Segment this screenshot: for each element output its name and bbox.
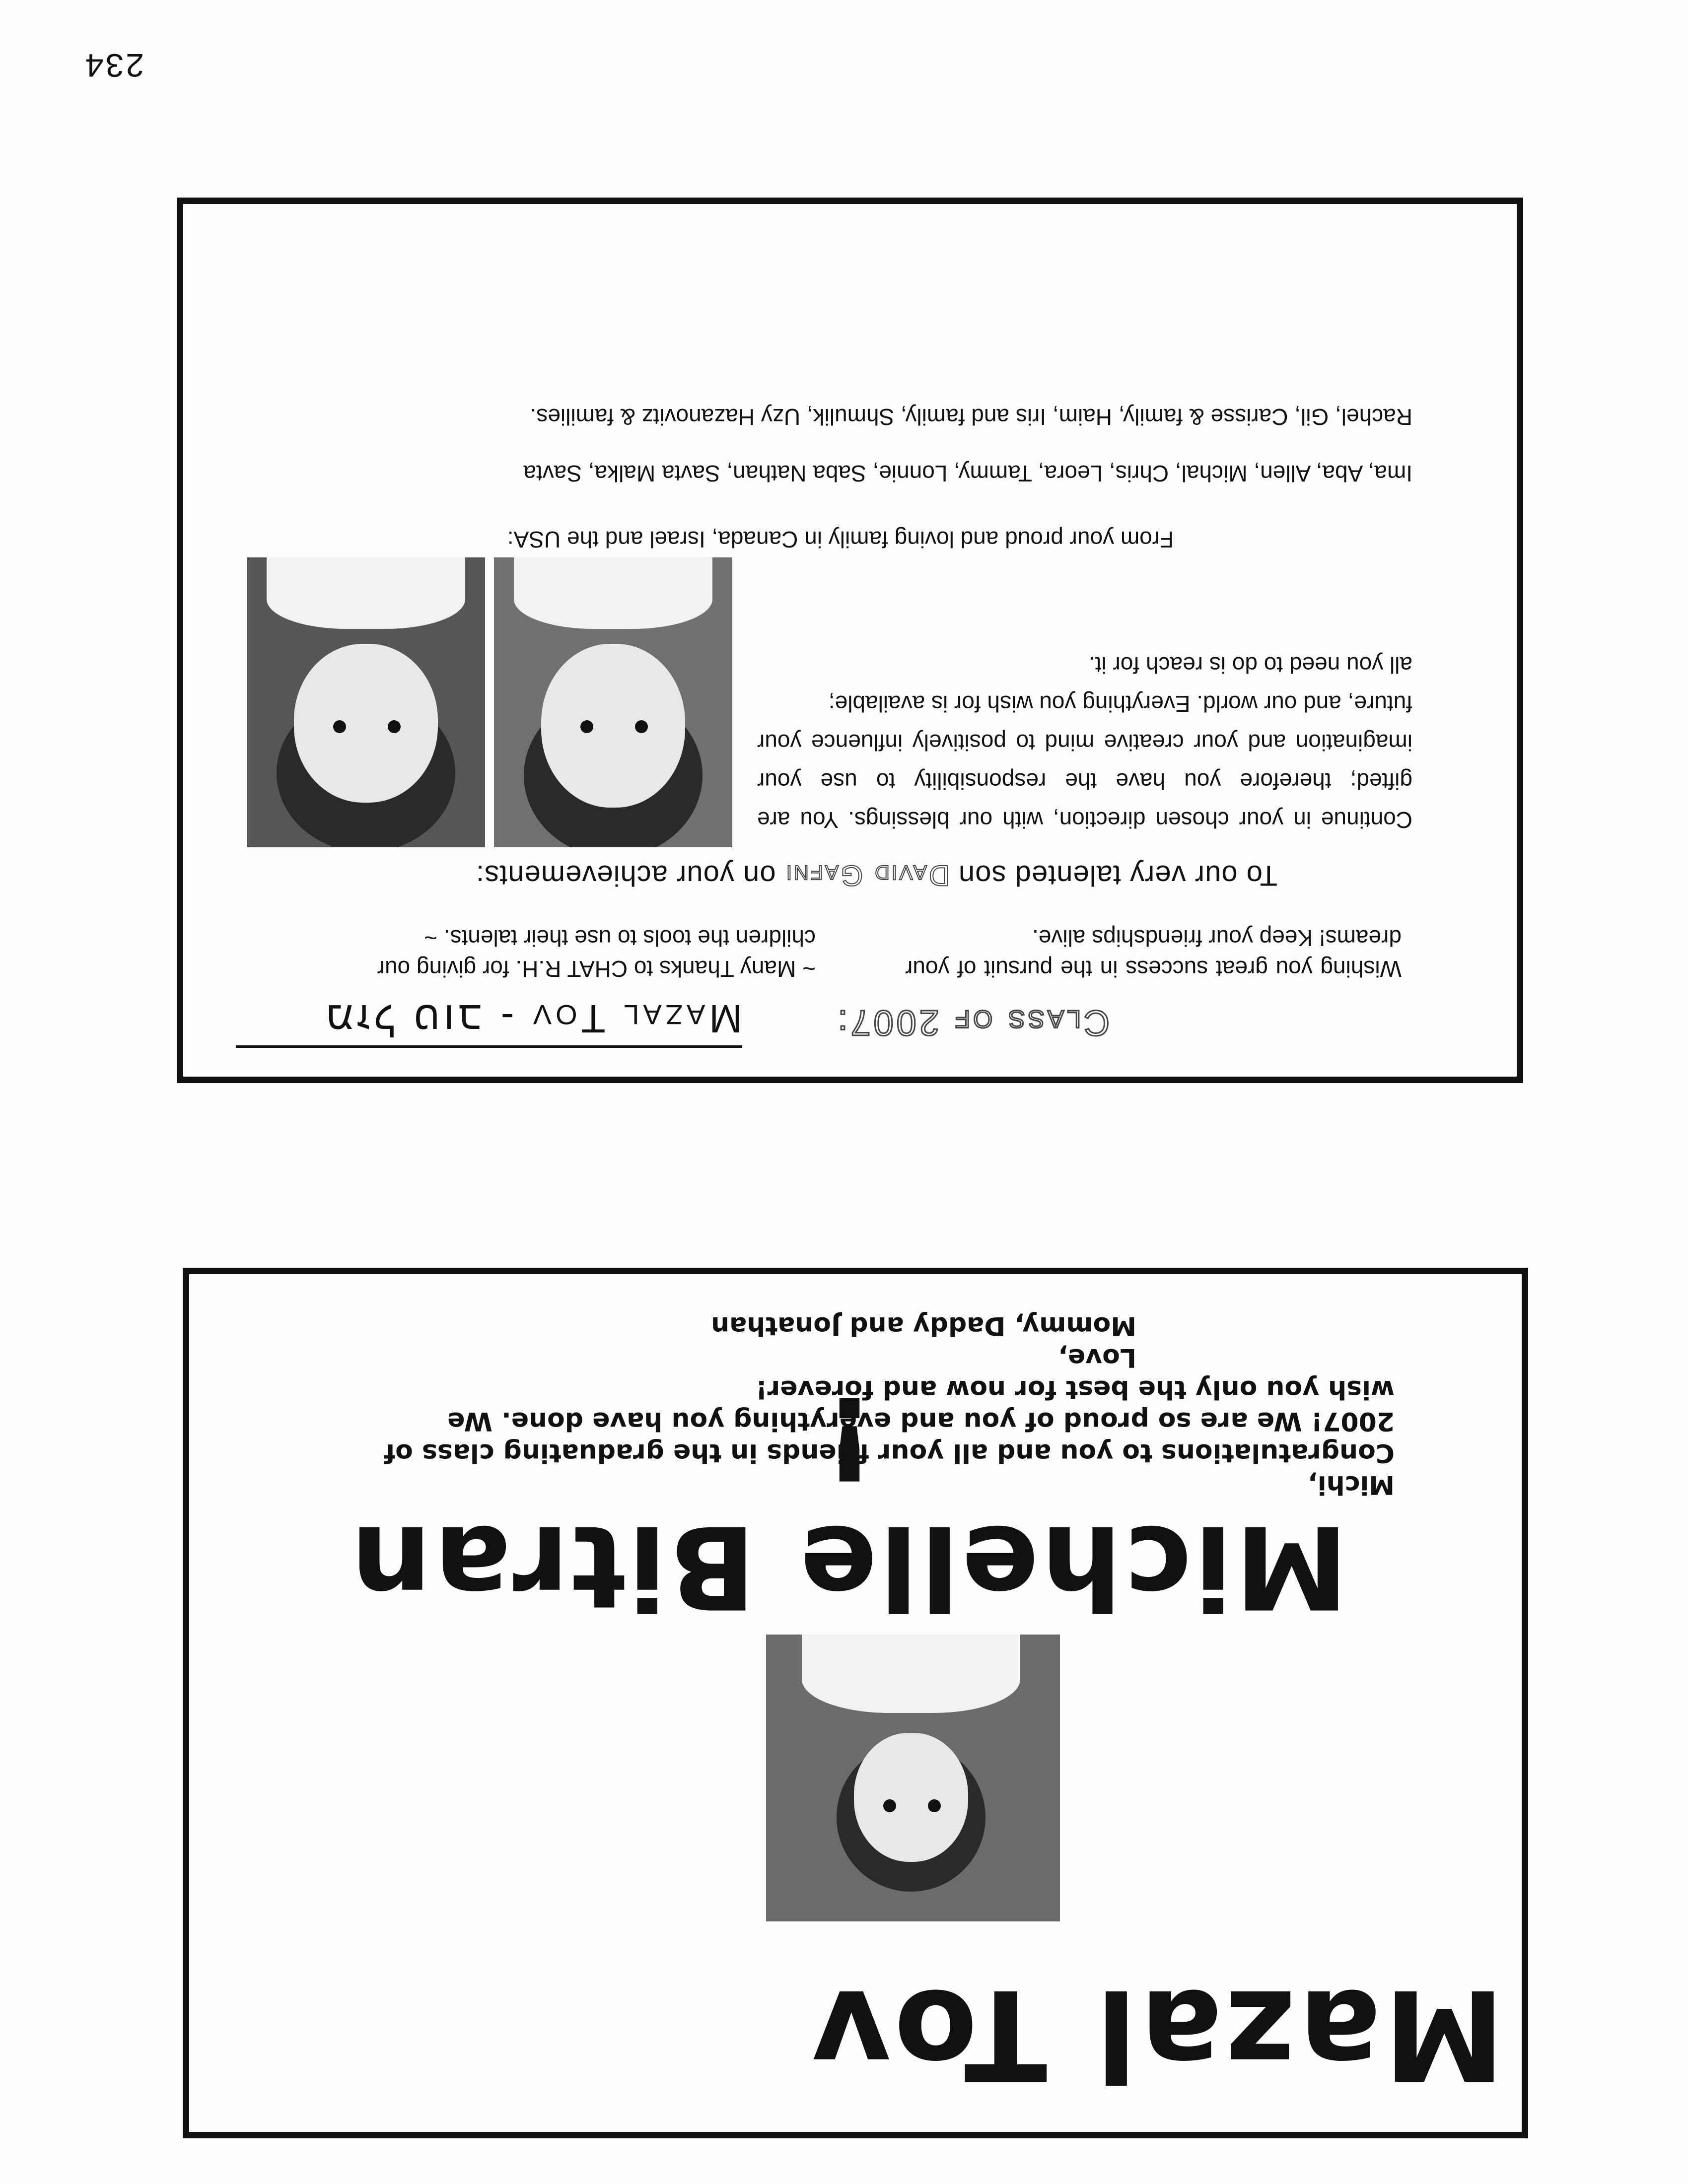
blessing-paragraph: [757, 646, 1412, 839]
from-line: From your proud and loving family in Canada, Israel and the USA:: [507, 527, 1174, 552]
blessing-last-line: all you need to do is reach for it.: [1088, 652, 1412, 678]
class-of-heading: Class of 2007:: [835, 1003, 1110, 1042]
michelle-name: Michelle Bitran !: [349, 1371, 1348, 1633]
signature: Mommy, Daddy and Jonathan: [711, 1311, 1136, 1341]
message-line: wish you only the best for now and forever!: [755, 1374, 1395, 1404]
family-names: [206, 389, 1412, 502]
david-photo-younger: [247, 557, 485, 847]
mazal-tov-title: Mazal Tov: [809, 1962, 1505, 2107]
david-ad-box: [177, 198, 1523, 1083]
thanks-text: ~ Many Thanks to CHAT R.H. for giving our children the tools to use their talents. ~: [377, 925, 816, 982]
david-name: David Gafni: [784, 859, 950, 891]
closing: Love,: [1058, 1343, 1136, 1372]
message-line: 2007! We are so proud of you and everything you have done. We: [447, 1406, 1395, 1436]
david-photo-older: [494, 557, 732, 847]
michelle-ad-box: [183, 1268, 1528, 2138]
dedication-suffix: on your achievements:: [476, 859, 776, 891]
blessing-text: Continue in your chosen direction, with our blessings. You are gifted; therefore you have the responsibility to use your imagination and your creative mind to positively influence your future, and our world. Everything you wish for is available;: [757, 691, 1412, 833]
wishing-text: Wishing you great success in the pursuit of your dreams! Keep your friendships alive.: [905, 925, 1402, 982]
family-line: Ima, Aba, Allen, Michal, Chris, Leora, Tammy, Lonnie, Saba Nathan, Savta Malka, Savta: [523, 461, 1412, 486]
michelle-message: [282, 1310, 1395, 1501]
message-line: Congratulations to you and all your friends in the graduating class of: [384, 1438, 1395, 1468]
michelle-photo: [766, 1635, 1060, 1921]
message-line: Michi,: [1308, 1470, 1395, 1500]
page-number: 234: [83, 47, 144, 84]
mazal-tov-heading: Mazal Tov - מזל טוב: [236, 996, 742, 1048]
family-line: Rachel, Gil, Carisse & family, Haim, Iris and family, Shmulik, Uzy Hazanovitz & families.: [530, 404, 1412, 430]
dedication-prefix: To our very talented son: [958, 859, 1277, 891]
dedication-line: [334, 859, 1277, 892]
